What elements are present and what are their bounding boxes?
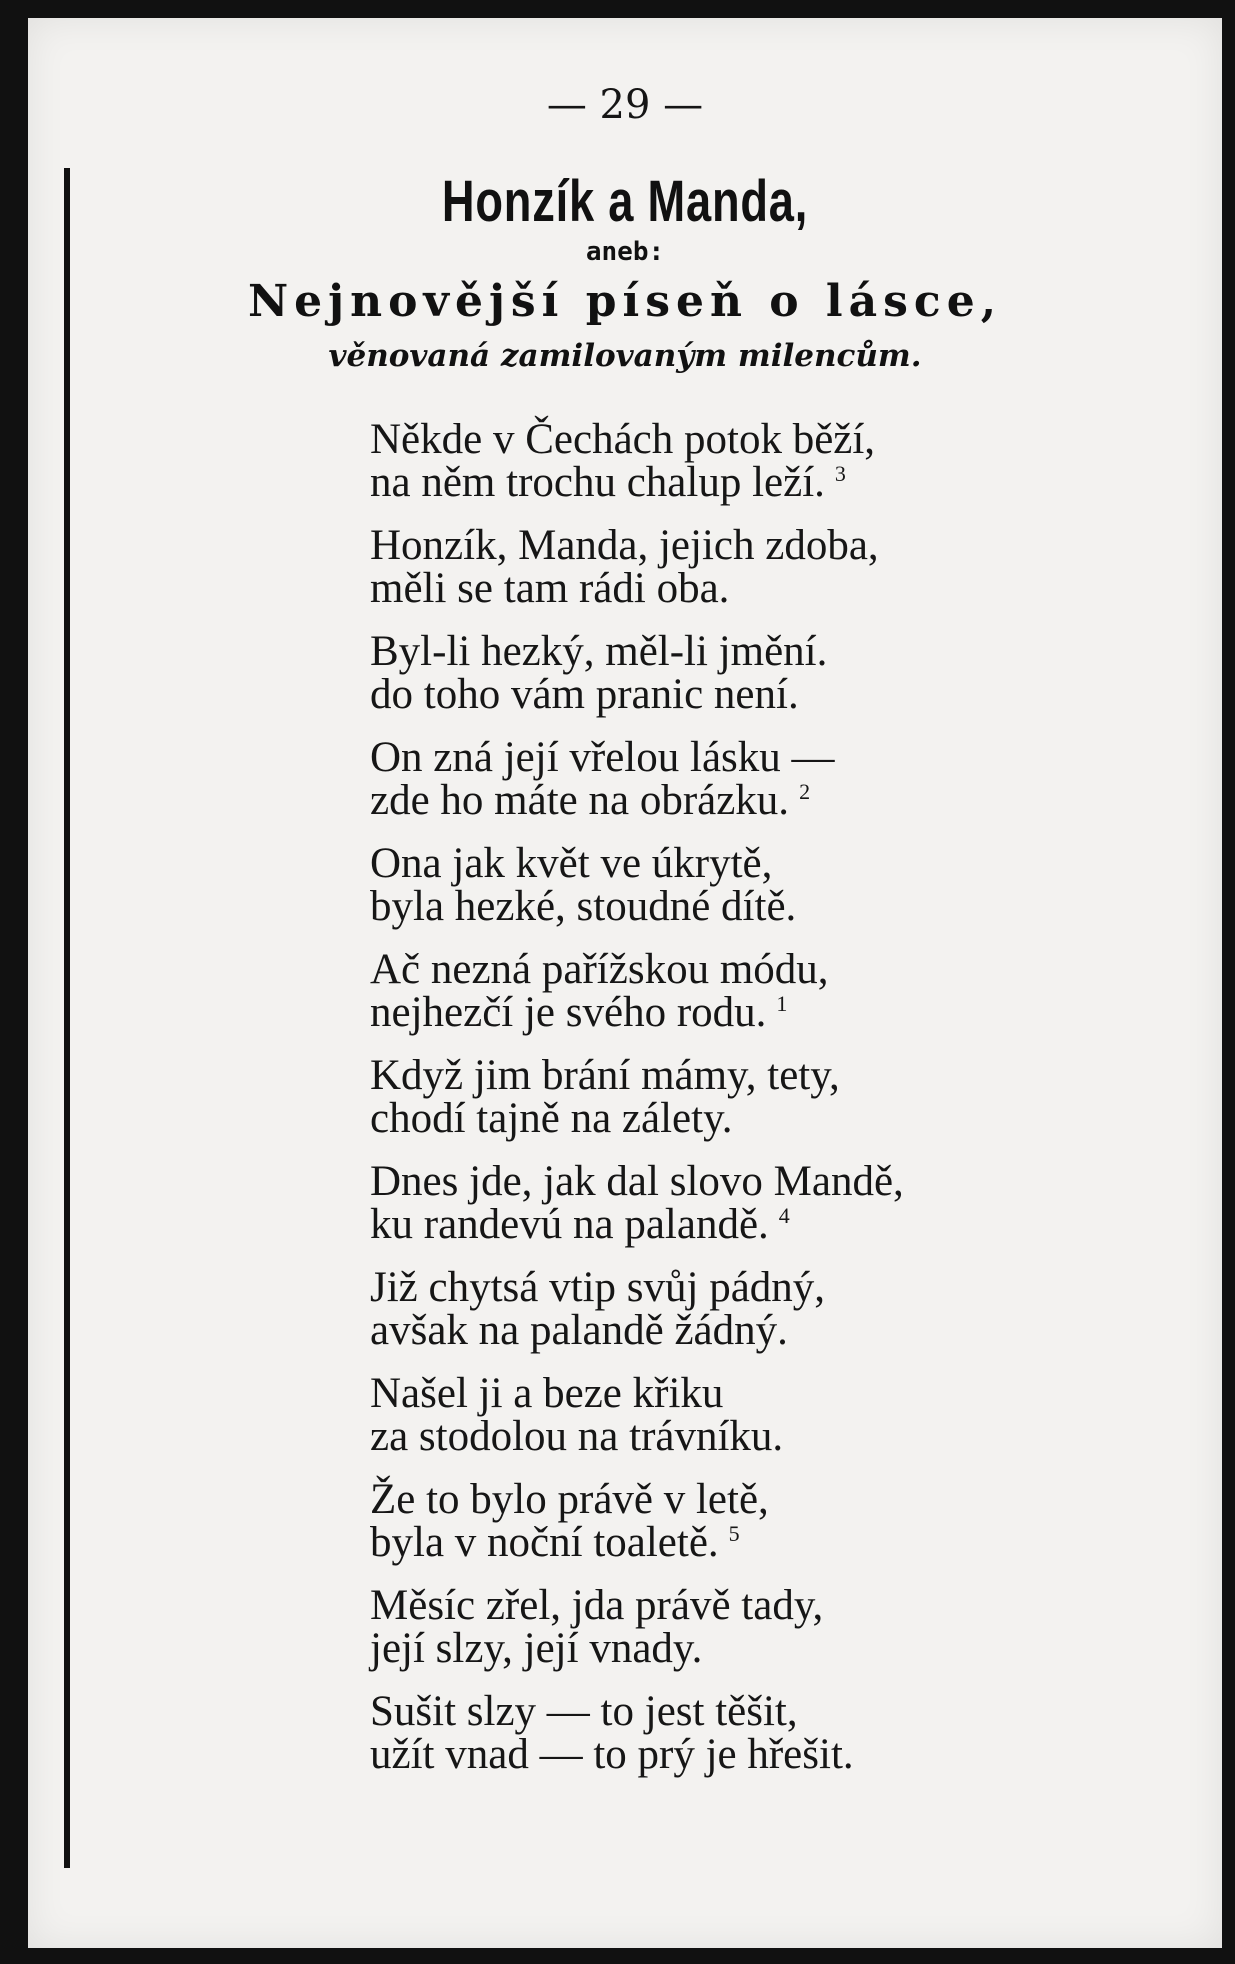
poem-subtitle: Nejnovější píseň o lásce, [247,276,1003,327]
poem-line [370,461,1010,504]
poem-line-text: zde ho máte na obrázku. [370,777,790,824]
poem-line-text: Někde v Čechách potok běží, [370,416,876,463]
stanza [370,1266,1010,1352]
poem-line-text: chodí tajně na zálety. [370,1095,733,1142]
poem-line [370,1733,1010,1776]
poem-line [370,1054,1010,1097]
stanza [370,1372,1010,1458]
poem-line [370,567,1010,610]
poem-line [370,1690,1010,1733]
poem-line-text: Ač nezná pařížskou módu, [370,946,829,993]
footnote-marker: 4 [778,1202,790,1228]
poem-line [370,1372,1010,1415]
stanza [370,948,1010,1034]
footnote-marker: 2 [799,778,811,804]
stanza [370,1690,1010,1776]
stanza [370,418,1010,504]
poem-title: Honzík a Manda, [441,169,809,234]
poem-line [370,1266,1010,1309]
footnote-marker: 1 [776,990,788,1016]
poem-line [370,1097,1010,1140]
poem-line [370,630,1010,673]
poem-line [370,948,1010,991]
poem-line-text: Sušit slzy — to jest těšit, [370,1688,798,1735]
poem-line-text: byla hezké, stoudné dítě. [370,883,797,930]
poem-line [370,1309,1010,1352]
poem-line-text: do toho vám pranic není. [370,671,799,718]
stanza [370,630,1010,716]
poem-line [370,842,1010,885]
poem-line-text: On zná její vřelou lásku — [370,734,835,781]
poem-line-text: Měsíc zřel, jda právě tady, [370,1582,824,1629]
poem-line-text: Ona jak květ ve úkrytě, [370,840,773,887]
poem-line-text: Byl-li hezký, měl-li jmění. [370,628,828,675]
poem-line [370,1521,1010,1564]
poem-line-text: užít vnad — to prý je hřešit. [370,1731,854,1778]
poem-line [370,779,1010,822]
poem-line-text: Dnes jde, jak dal slovo Mandě, [370,1158,904,1205]
title-connector: aneb: [585,237,665,267]
poem-line [370,1584,1010,1627]
stanza [370,1478,1010,1564]
poem-line-text: Našel ji a beze křiku [370,1370,724,1417]
poem-line-text: byla v noční toaletě. [370,1519,719,1566]
stanza [370,524,1010,610]
poem-line [370,524,1010,567]
poem-line-text: avšak na palandě žádný. [370,1307,788,1354]
poem-line [370,1627,1010,1670]
poem-line-text: její slzy, její vnady. [370,1625,703,1672]
poem-line [370,885,1010,928]
stanza [370,1054,1010,1140]
poem-line-text: Když jim brání mámy, tety, [370,1052,840,1099]
poem-line [370,1203,1010,1246]
stanza [370,1584,1010,1670]
page-number: — 29 — [546,82,704,128]
poem-line-text: Že to bylo právě v letě, [370,1476,769,1523]
footnote-marker: 5 [728,1520,740,1546]
poem-body [370,418,1010,1796]
poem-line-text: na něm trochu chalup leží. [370,459,825,506]
poem-line-text: Honzík, Manda, jejich zdoba, [370,522,879,569]
poem-line [370,1160,1010,1203]
book-page [28,18,1222,1948]
poem-line-text: za stodolou na trávníku. [370,1413,784,1460]
stanza [370,736,1010,822]
poem-line [370,1415,1010,1458]
poem-line-text: měli se tam rádi oba. [370,565,730,612]
poem-line-text: ku randevú na palandě. [370,1201,769,1248]
poem-line [370,991,1010,1034]
stanza [370,842,1010,928]
poem-line [370,736,1010,779]
stanza [370,1160,1010,1246]
poem-line [370,418,1010,461]
footnote-marker: 3 [834,460,846,486]
poem-line [370,1478,1010,1521]
dedication: věnovaná zamilovaným milencům. [328,338,922,374]
poem-line-text: Již chytsá vtip svůj pádný, [370,1264,826,1311]
poem-line-text: nejhezčí je svého rodu. [370,989,767,1036]
poem-line [370,673,1010,716]
binding-edge [64,168,88,1868]
